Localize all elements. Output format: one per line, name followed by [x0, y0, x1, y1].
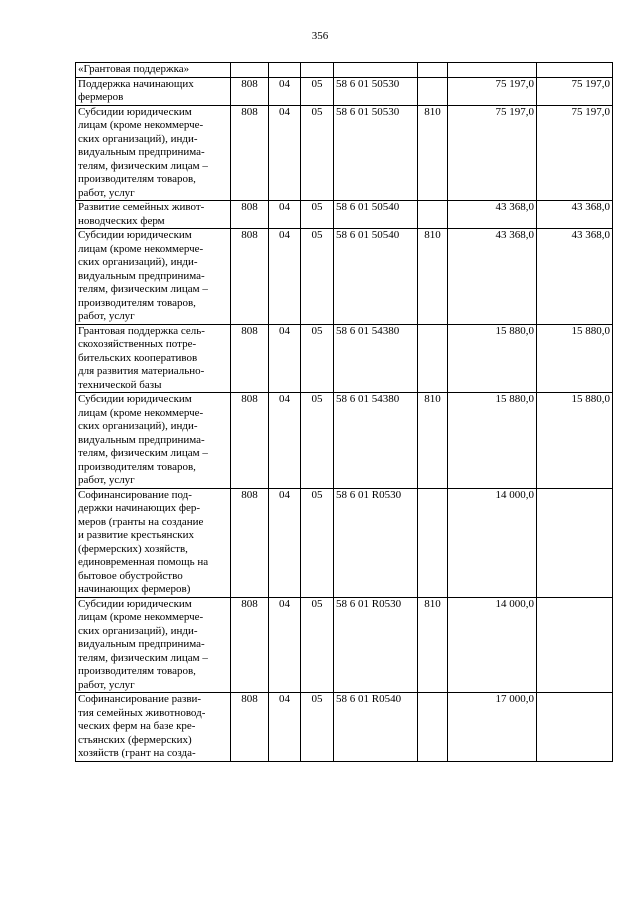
csr-cell: 58 6 01 54380	[334, 324, 418, 393]
rz-cell: 04	[269, 105, 301, 201]
table-row	[76, 105, 613, 201]
ved-cell: 808	[231, 324, 269, 393]
pr-cell: 05	[301, 77, 334, 105]
vr-cell	[418, 324, 448, 393]
pr-cell: 05	[301, 488, 334, 597]
pr-cell: 05	[301, 393, 334, 489]
amount-cell: 15 880,0	[448, 393, 537, 489]
amount2-cell	[537, 597, 613, 693]
rz-cell: 04	[269, 324, 301, 393]
amount2-cell: 43 368,0	[537, 201, 613, 229]
vr-cell	[418, 201, 448, 229]
pr-cell	[301, 63, 334, 78]
table-row	[76, 693, 613, 762]
amount-cell: 14 000,0	[448, 488, 537, 597]
amount2-cell: 75 197,0	[537, 105, 613, 201]
pr-cell: 05	[301, 693, 334, 762]
page-number: 356	[311, 30, 329, 42]
pr-cell: 05	[301, 229, 334, 325]
table-row	[76, 393, 613, 489]
pr-cell: 05	[301, 597, 334, 693]
rz-cell: 04	[269, 77, 301, 105]
row-name-cell: Субсидии юридическим лицам (кроме некоммерче- ских организаций), инди- видуальным предпринима- телям, физическим лицам – производителям товаров, работ, услуг	[76, 393, 231, 489]
ved-cell	[231, 63, 269, 78]
row-name-cell: Субсидии юридическим лицам (кроме некоммерче- ских организаций), инди- видуальным предпринима- телям, физическим лицам – производителям товаров, работ, услуг	[76, 229, 231, 325]
table-row	[76, 77, 613, 105]
vr-cell	[418, 488, 448, 597]
row-name-cell: Субсидии юридическим лицам (кроме некоммерче- ских организаций), инди- видуальным предпринима- телям, физическим лицам – производителям товаров, работ, услуг	[76, 597, 231, 693]
amount-cell: 14 000,0	[448, 597, 537, 693]
budget-table	[75, 62, 613, 762]
ved-cell: 808	[231, 488, 269, 597]
pr-cell: 05	[301, 105, 334, 201]
csr-cell: 58 6 01 R0530	[334, 488, 418, 597]
ved-cell: 808	[231, 693, 269, 762]
pr-cell: 05	[301, 201, 334, 229]
vr-cell	[418, 63, 448, 78]
amount2-cell: 75 197,0	[537, 77, 613, 105]
ved-cell: 808	[231, 229, 269, 325]
csr-cell: 58 6 01 50540	[334, 201, 418, 229]
amount-cell: 15 880,0	[448, 324, 537, 393]
rz-cell: 04	[269, 597, 301, 693]
amount2-cell	[537, 488, 613, 597]
vr-cell: 810	[418, 105, 448, 201]
rz-cell: 04	[269, 201, 301, 229]
amount2-cell: 15 880,0	[537, 393, 613, 489]
vr-cell	[418, 77, 448, 105]
vr-cell: 810	[418, 597, 448, 693]
csr-cell: 58 6 01 54380	[334, 393, 418, 489]
amount2-cell: 15 880,0	[537, 324, 613, 393]
csr-cell: 58 6 01 50530	[334, 77, 418, 105]
csr-cell	[334, 63, 418, 78]
table-row	[76, 229, 613, 325]
row-name-cell: «Грантовая поддержка»	[76, 63, 231, 78]
rz-cell: 04	[269, 393, 301, 489]
row-name-cell: Грантовая поддержка сель- скохозяйственных потре- бительских кооперативов для развития материально- технической базы	[76, 324, 231, 393]
row-name-cell: Развитие семейных живот- новодческих ферм	[76, 201, 231, 229]
table-row	[76, 597, 613, 693]
row-name-cell: Субсидии юридическим лицам (кроме некоммерче- ских организаций), инди- видуальным предпринима- телям, физическим лицам – производителям товаров, работ, услуг	[76, 105, 231, 201]
amount-cell: 75 197,0	[448, 105, 537, 201]
rz-cell	[269, 63, 301, 78]
rz-cell: 04	[269, 488, 301, 597]
csr-cell: 58 6 01 50530	[334, 105, 418, 201]
row-name-cell: Софинансирование разви- тия семейных животновод- ческих ферм на базе кре- стьянских (фермерских) хозяйств (грант на созда-	[76, 693, 231, 762]
vr-cell: 810	[418, 393, 448, 489]
rz-cell: 04	[269, 229, 301, 325]
amount2-cell	[537, 693, 613, 762]
csr-cell: 58 6 01 R0530	[334, 597, 418, 693]
ved-cell: 808	[231, 597, 269, 693]
pr-cell: 05	[301, 324, 334, 393]
table-row	[76, 324, 613, 393]
vr-cell	[418, 693, 448, 762]
amount-cell: 43 368,0	[448, 229, 537, 325]
csr-cell: 58 6 01 50540	[334, 229, 418, 325]
amount-cell: 43 368,0	[448, 201, 537, 229]
vr-cell: 810	[418, 229, 448, 325]
row-name-cell: Софинансирование под- держки начинающих фер- меров (гранты на создание и развитие крестьянских (фермерских) хозяйств, единовременная помощь на бытовое обустройство начинающих фермеров)	[76, 488, 231, 597]
ved-cell: 808	[231, 105, 269, 201]
table-row	[76, 488, 613, 597]
ved-cell: 808	[231, 77, 269, 105]
amount-cell	[448, 63, 537, 78]
amount2-cell	[537, 63, 613, 78]
ved-cell: 808	[231, 393, 269, 489]
row-name-cell: Поддержка начинающих фермеров	[76, 77, 231, 105]
amount-cell: 75 197,0	[448, 77, 537, 105]
amount-cell: 17 000,0	[448, 693, 537, 762]
amount2-cell: 43 368,0	[537, 229, 613, 325]
rz-cell: 04	[269, 693, 301, 762]
table-row	[76, 63, 613, 78]
csr-cell: 58 6 01 R0540	[334, 693, 418, 762]
table-row	[76, 201, 613, 229]
ved-cell: 808	[231, 201, 269, 229]
